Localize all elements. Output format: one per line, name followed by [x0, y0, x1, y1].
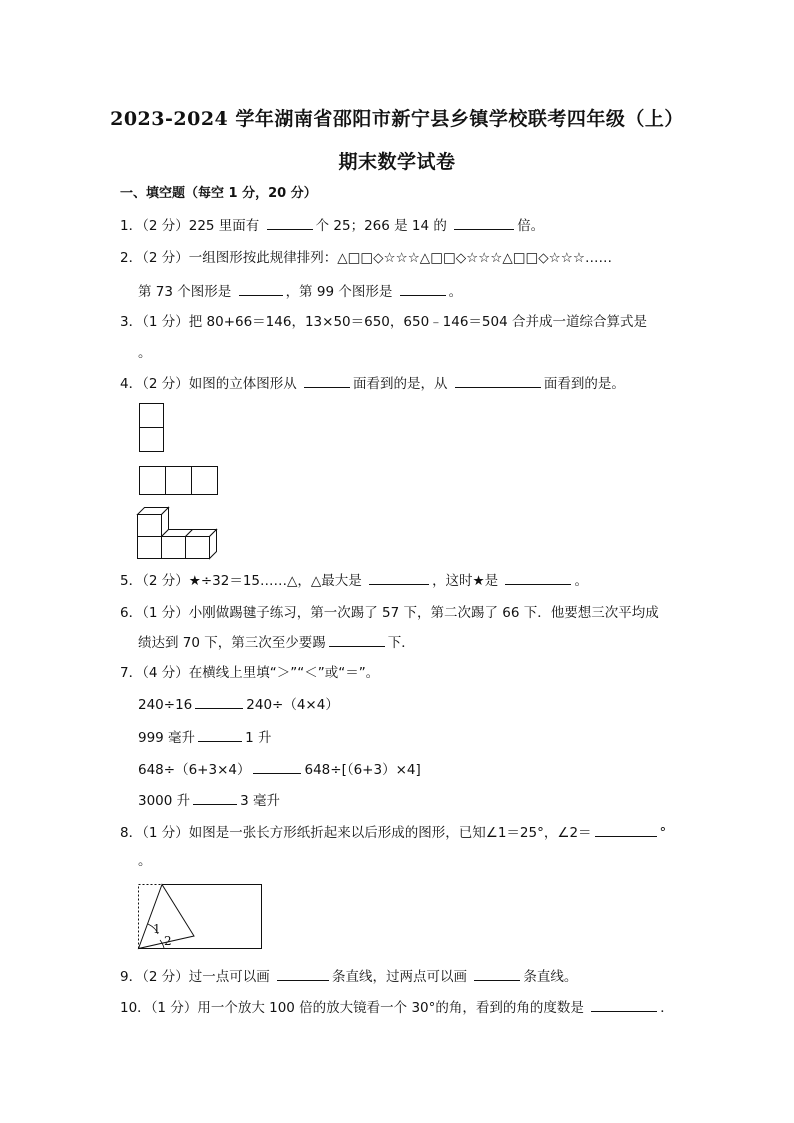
q5-answer-blank-2[interactable] — [505, 570, 571, 585]
q7-item-right: 240÷（4×4） — [246, 697, 339, 713]
q7-item-4 — [138, 790, 280, 811]
q7-item-right: 648÷[（6+3）×4] — [304, 762, 421, 778]
q3-text-a: （1 分）把 80+66＝146，13×50＝650，650﹣146＝504 合并成一道综合算式是 — [142, 314, 647, 330]
q6-number: 6． — [120, 605, 143, 621]
q5-answer-blank-1[interactable] — [369, 570, 429, 585]
q7-item-2 — [138, 727, 271, 748]
q5-text-c: 。 — [574, 573, 588, 589]
section-heading: 一、填空题（每空 1 分，20 分） — [120, 186, 317, 201]
q10-text-b: ． — [660, 1000, 674, 1016]
q4-number: 4． — [120, 376, 143, 392]
q7-item-right: 3 毫升 — [240, 793, 281, 809]
q2-text-a: （2 分）一组图形按此规律排列：△□□◇☆☆☆△□□◇☆☆☆△□□◇☆☆☆…… — [142, 250, 612, 266]
q4-cube-solid-figure — [137, 504, 217, 560]
q4-view-vertical-figure — [139, 403, 165, 455]
q9-text-c: 条直线。 — [523, 969, 578, 985]
q6-text-a: （1 分）小刚做踢毽子练习，第一次踢了 57 下，第二次踢了 66 下．他要想三次平均成 — [142, 605, 659, 621]
exam-title-line1: 2023-2024 学年湖南省邵阳市新宁县乡镇学校联考四年级（上） — [110, 108, 684, 130]
q1-answer-blank-1[interactable] — [267, 215, 313, 230]
q7-compare-blank-1[interactable] — [195, 694, 243, 709]
q5-text-a: （2 分）★÷32＝15……△，△最大是 — [142, 573, 362, 589]
question-1 — [120, 215, 544, 236]
q7-item-1 — [138, 694, 339, 715]
question-9 — [120, 966, 577, 987]
q2-number: 2． — [120, 250, 143, 266]
q4-text-b: 面看到的是，从 — [353, 376, 448, 392]
q2-text-b: 第 73 个图形是 — [138, 284, 232, 300]
question-8-cont — [138, 851, 152, 871]
q10-text-a: （1 分）用一个放大 100 倍的放大镜看一个 30°的角，看到的角的度数是 — [150, 1000, 584, 1016]
question-3 — [120, 312, 647, 332]
q7-number: 7． — [120, 665, 143, 681]
q7-item-left: 648÷（6+3×4） — [138, 762, 251, 778]
q9-text-b: 条直线，过两点可以画 — [332, 969, 468, 985]
q2-answer-blank-2[interactable] — [400, 281, 446, 296]
q6-answer-blank[interactable] — [329, 632, 385, 647]
question-5 — [120, 570, 588, 591]
q7-item-3 — [138, 759, 421, 780]
question-2 — [120, 248, 612, 268]
question-7 — [120, 663, 379, 683]
q2-text-c: ，第 99 个图形是 — [285, 284, 393, 300]
q3-text-b: 。 — [138, 345, 152, 361]
q8-text-c: 。 — [138, 853, 152, 869]
q4-text-c: 面看到的是。 — [543, 376, 625, 392]
q5-text-b: ，这时★是 — [432, 573, 499, 589]
q4-answer-blank-2[interactable] — [455, 373, 541, 388]
q1-text-a: （2 分）225 里面有 — [142, 218, 260, 234]
q9-number: 9． — [120, 969, 143, 985]
q5-number: 5． — [120, 573, 143, 589]
question-2-cont — [138, 281, 462, 302]
q8-angle-1-label: 1 — [153, 922, 161, 936]
question-6 — [120, 603, 659, 623]
q1-number: 1． — [120, 218, 143, 234]
q6-text-b: 绩达到 70 下，第三次至少要踢 — [138, 635, 326, 651]
q2-answer-blank-1[interactable] — [239, 281, 283, 296]
q9-answer-blank-1[interactable] — [277, 966, 329, 981]
q7-compare-blank-4[interactable] — [193, 790, 237, 805]
q4-answer-blank-1[interactable] — [304, 373, 350, 388]
q2-text-d: 。 — [448, 284, 463, 300]
question-8 — [120, 822, 666, 843]
q10-answer-blank[interactable] — [591, 997, 657, 1012]
question-3-cont — [138, 343, 152, 363]
q8-degree-sign: ° — [659, 825, 667, 841]
q7-item-right: 1 升 — [245, 730, 272, 746]
q4-text-a: （2 分）如图的立体图形从 — [142, 376, 297, 392]
question-6-cont — [138, 632, 415, 653]
q8-text-a: （1 分）如图是一张长方形纸折起来以后形成的图形，已知∠1＝25°，∠2＝ — [142, 825, 592, 841]
q3-number: 3． — [120, 314, 143, 330]
q7-compare-blank-2[interactable] — [198, 727, 242, 742]
q7-item-left: 999 毫升 — [138, 730, 196, 746]
q8-folded-paper-figure — [138, 884, 262, 950]
q7-text-a: （4 分）在横线上里填“＞”“＜”或“＝”。 — [142, 665, 380, 681]
question-10 — [120, 997, 674, 1018]
q7-item-left: 3000 升 — [138, 793, 191, 809]
q10-number: 10． — [120, 1000, 151, 1016]
q8-angle-2-label: 2 — [164, 934, 172, 948]
q7-item-left: 240÷16 — [138, 697, 193, 713]
q6-text-c: 下． — [387, 635, 415, 651]
q8-number: 8． — [120, 825, 143, 841]
exam-title-line2: 期末数学试卷 — [338, 151, 456, 173]
q8-answer-blank[interactable] — [595, 822, 657, 837]
q4-view-horizontal-figure — [139, 466, 219, 496]
question-4 — [120, 373, 625, 394]
q1-answer-blank-2[interactable] — [454, 215, 514, 230]
q9-text-a: （2 分）过一点可以画 — [142, 969, 270, 985]
q9-answer-blank-2[interactable] — [474, 966, 520, 981]
q1-text-c: 倍。 — [517, 218, 545, 234]
q1-text-b: 个 25；266 是 14 的 — [315, 218, 447, 234]
q7-compare-blank-3[interactable] — [253, 759, 301, 774]
